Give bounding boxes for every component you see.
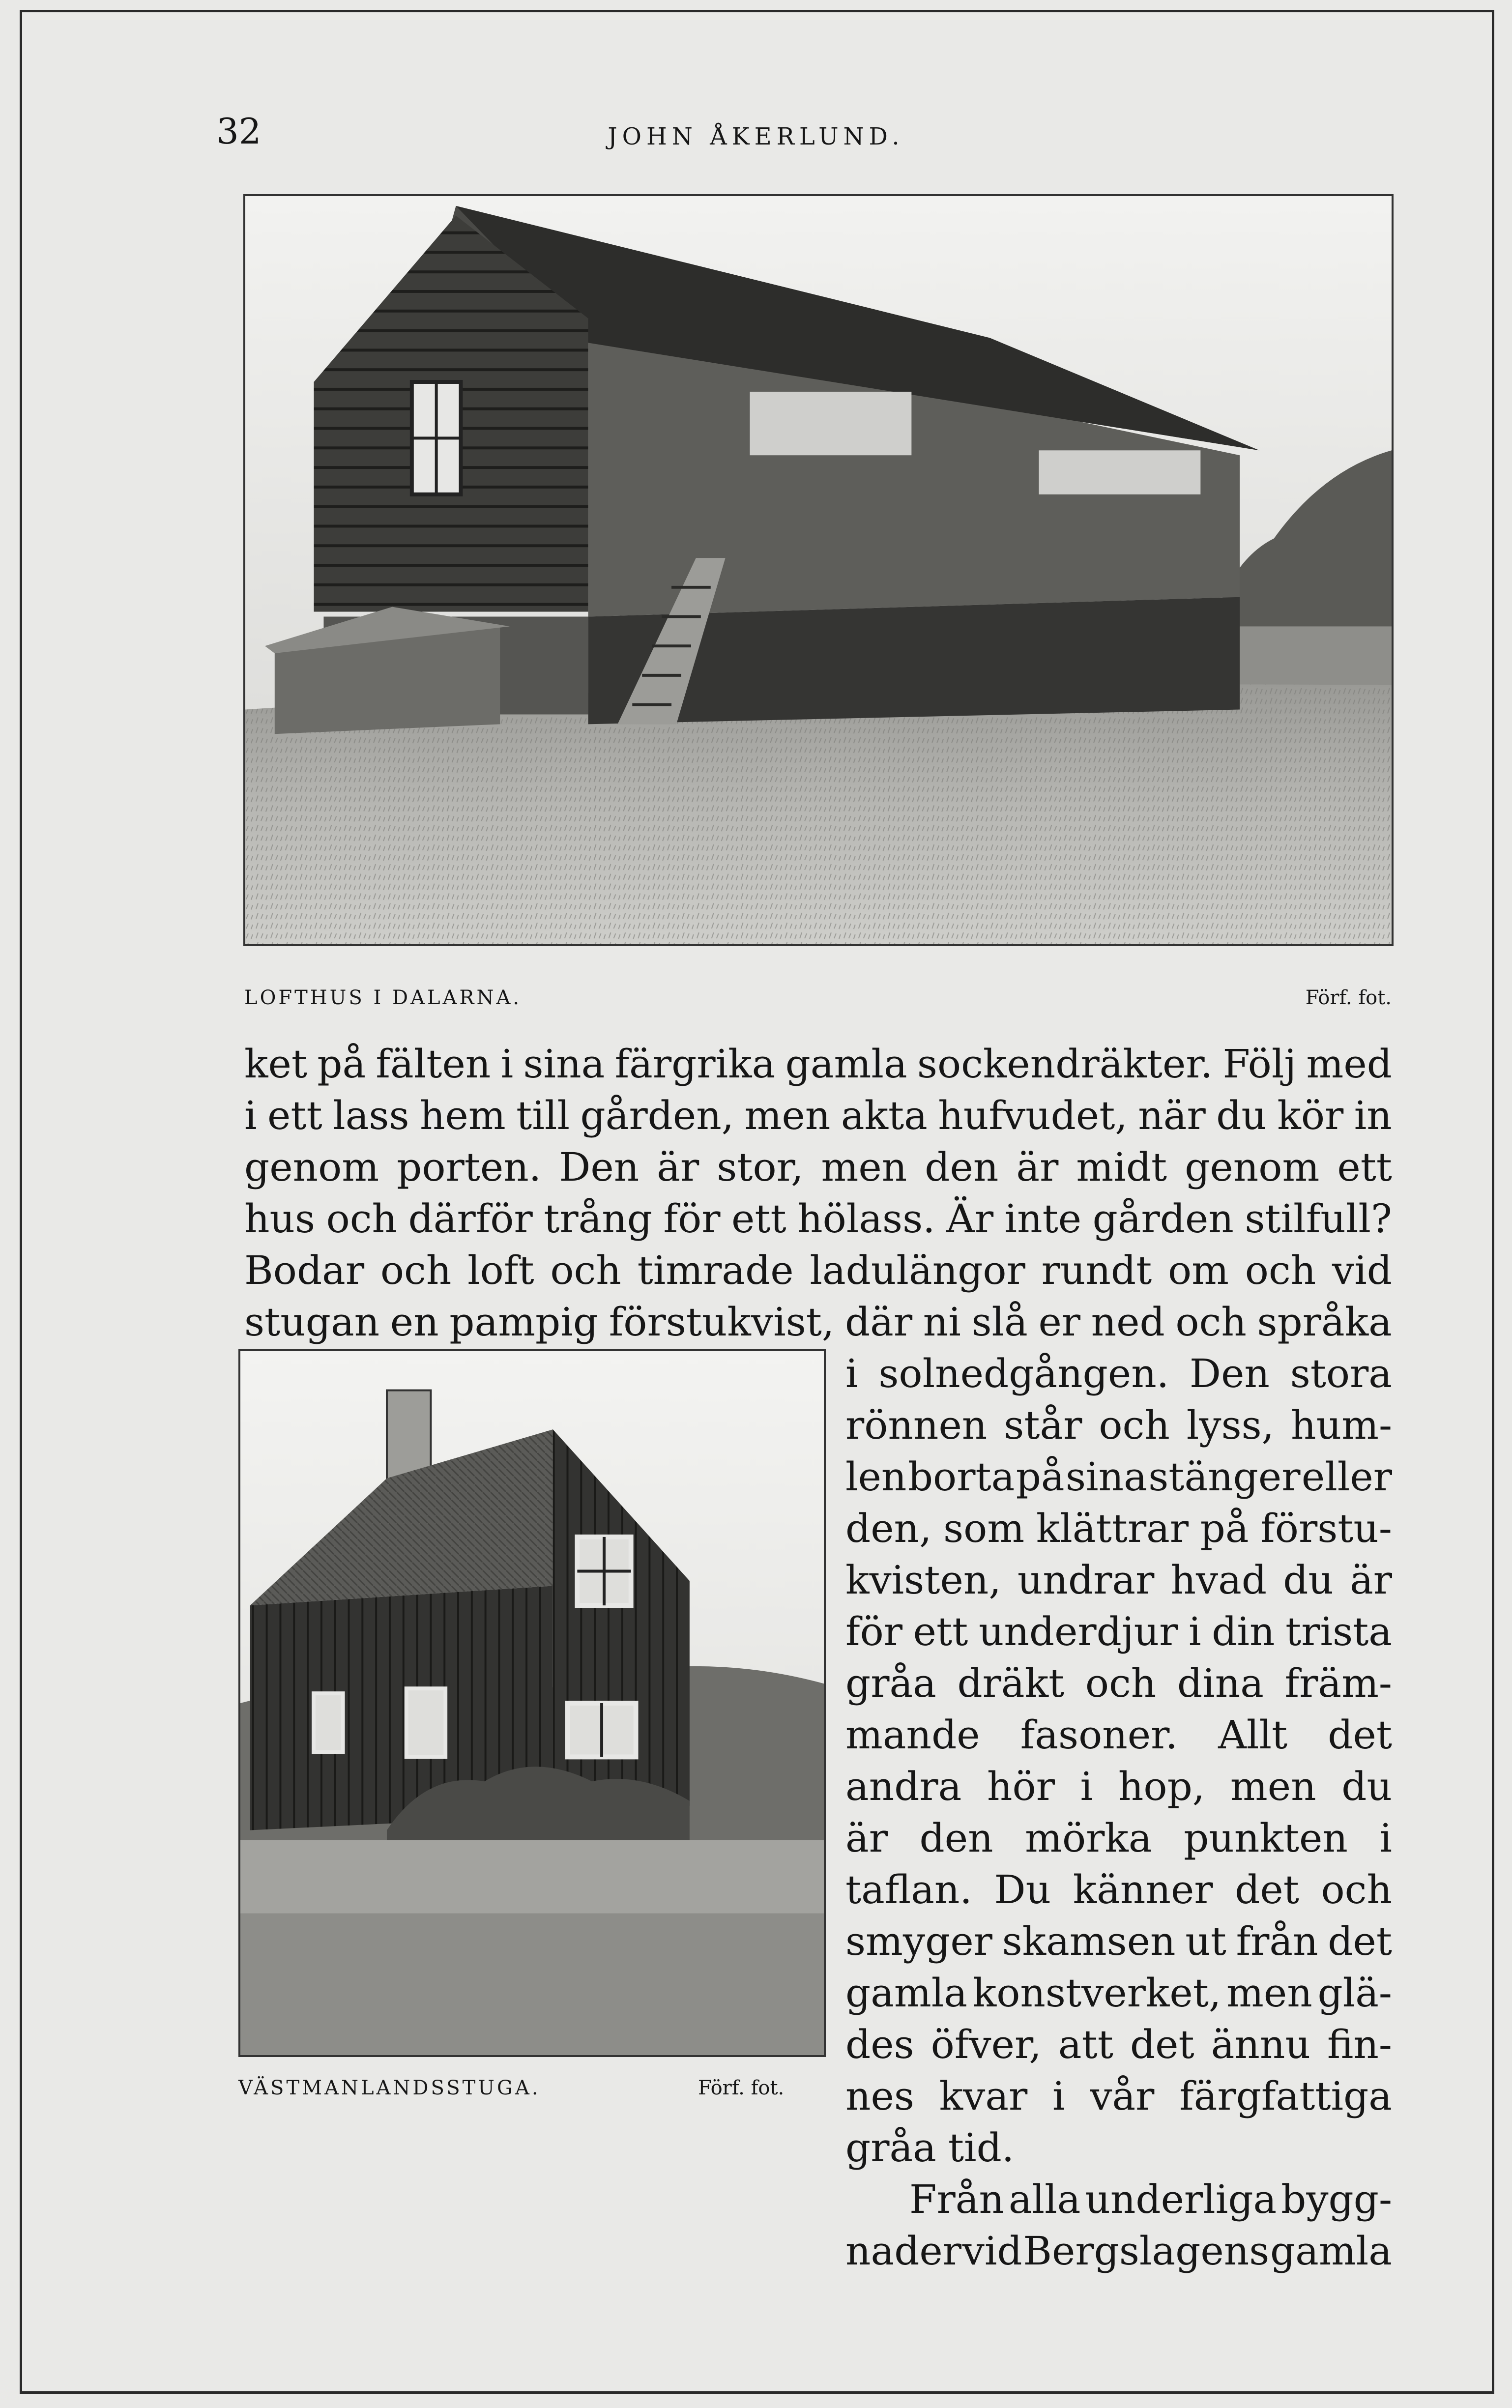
text-line: rönnen står och lyss, hum-	[845, 1402, 1392, 1448]
text-line: i ett lass hem till gården, men akta hufvudet, när du kör in	[244, 1093, 1392, 1138]
text-line: gråa dräkt och dina främ-	[845, 1660, 1392, 1706]
text-line: gamla konstverket, men glä-	[845, 1970, 1392, 2016]
text-line: taflan. Du känner det och	[845, 1867, 1392, 1913]
text-line: nader vid Bergslagens gamla	[845, 2228, 1392, 2274]
figure-1-credit: Förf. fot.	[1305, 986, 1392, 1009]
text-line: nes kvar i vår färgfattiga	[845, 2073, 1392, 2119]
text-line: len borta på sina stänger eller	[845, 1454, 1392, 1500]
figure-2-caption: VÄSTMANLANDSSTUGA.	[238, 2077, 541, 2099]
text-line: ket på fälten i sina färgrika gamla sockendräkter. Följ med	[244, 1041, 1392, 1087]
figure-2-credit: Förf. fot.	[698, 2077, 785, 2099]
text-line: Bodar och loft och timrade ladulängor rundt om och vid	[244, 1248, 1392, 1293]
figure-1-caption: LOFTHUS I DALARNA.	[244, 986, 522, 1009]
text-line: i solnedgången. Den stora	[845, 1351, 1392, 1396]
text-line: för ett underdjur i din trista	[845, 1609, 1392, 1654]
text-line: kvisten, undrar hvad du är	[845, 1557, 1392, 1603]
photo-lofthus	[243, 194, 1394, 946]
page-number: 32	[216, 111, 262, 152]
text-line: mande fasoner. Allt det	[845, 1712, 1392, 1758]
text-line: Från alla underliga bygg-	[909, 2176, 1392, 2222]
text-line: des öfver, att det ännu fin-	[845, 2022, 1392, 2067]
text-line: smyger skamsen ut från det	[845, 1918, 1392, 1964]
text-line: genom porten. Den är stor, men den är midt genom ett	[244, 1144, 1392, 1190]
text-line: den, som klättrar på förstu-	[845, 1506, 1392, 1551]
text-line: andra hör i hop, men du	[845, 1764, 1392, 1809]
running-head: JOHN ÅKERLUND.	[608, 123, 904, 150]
text-line: är den mörka punkten i	[845, 1815, 1392, 1861]
text-line: hus och därför trång för ett hölass. Är inte gården stilfull?	[244, 1196, 1392, 1242]
text-line: stugan en pampig förstukvist, där ni slå er ned och språka	[244, 1299, 1392, 1345]
photo-vastmanlandsstuga	[238, 1349, 826, 2057]
text-line: gråa tid.	[845, 2125, 1015, 2171]
